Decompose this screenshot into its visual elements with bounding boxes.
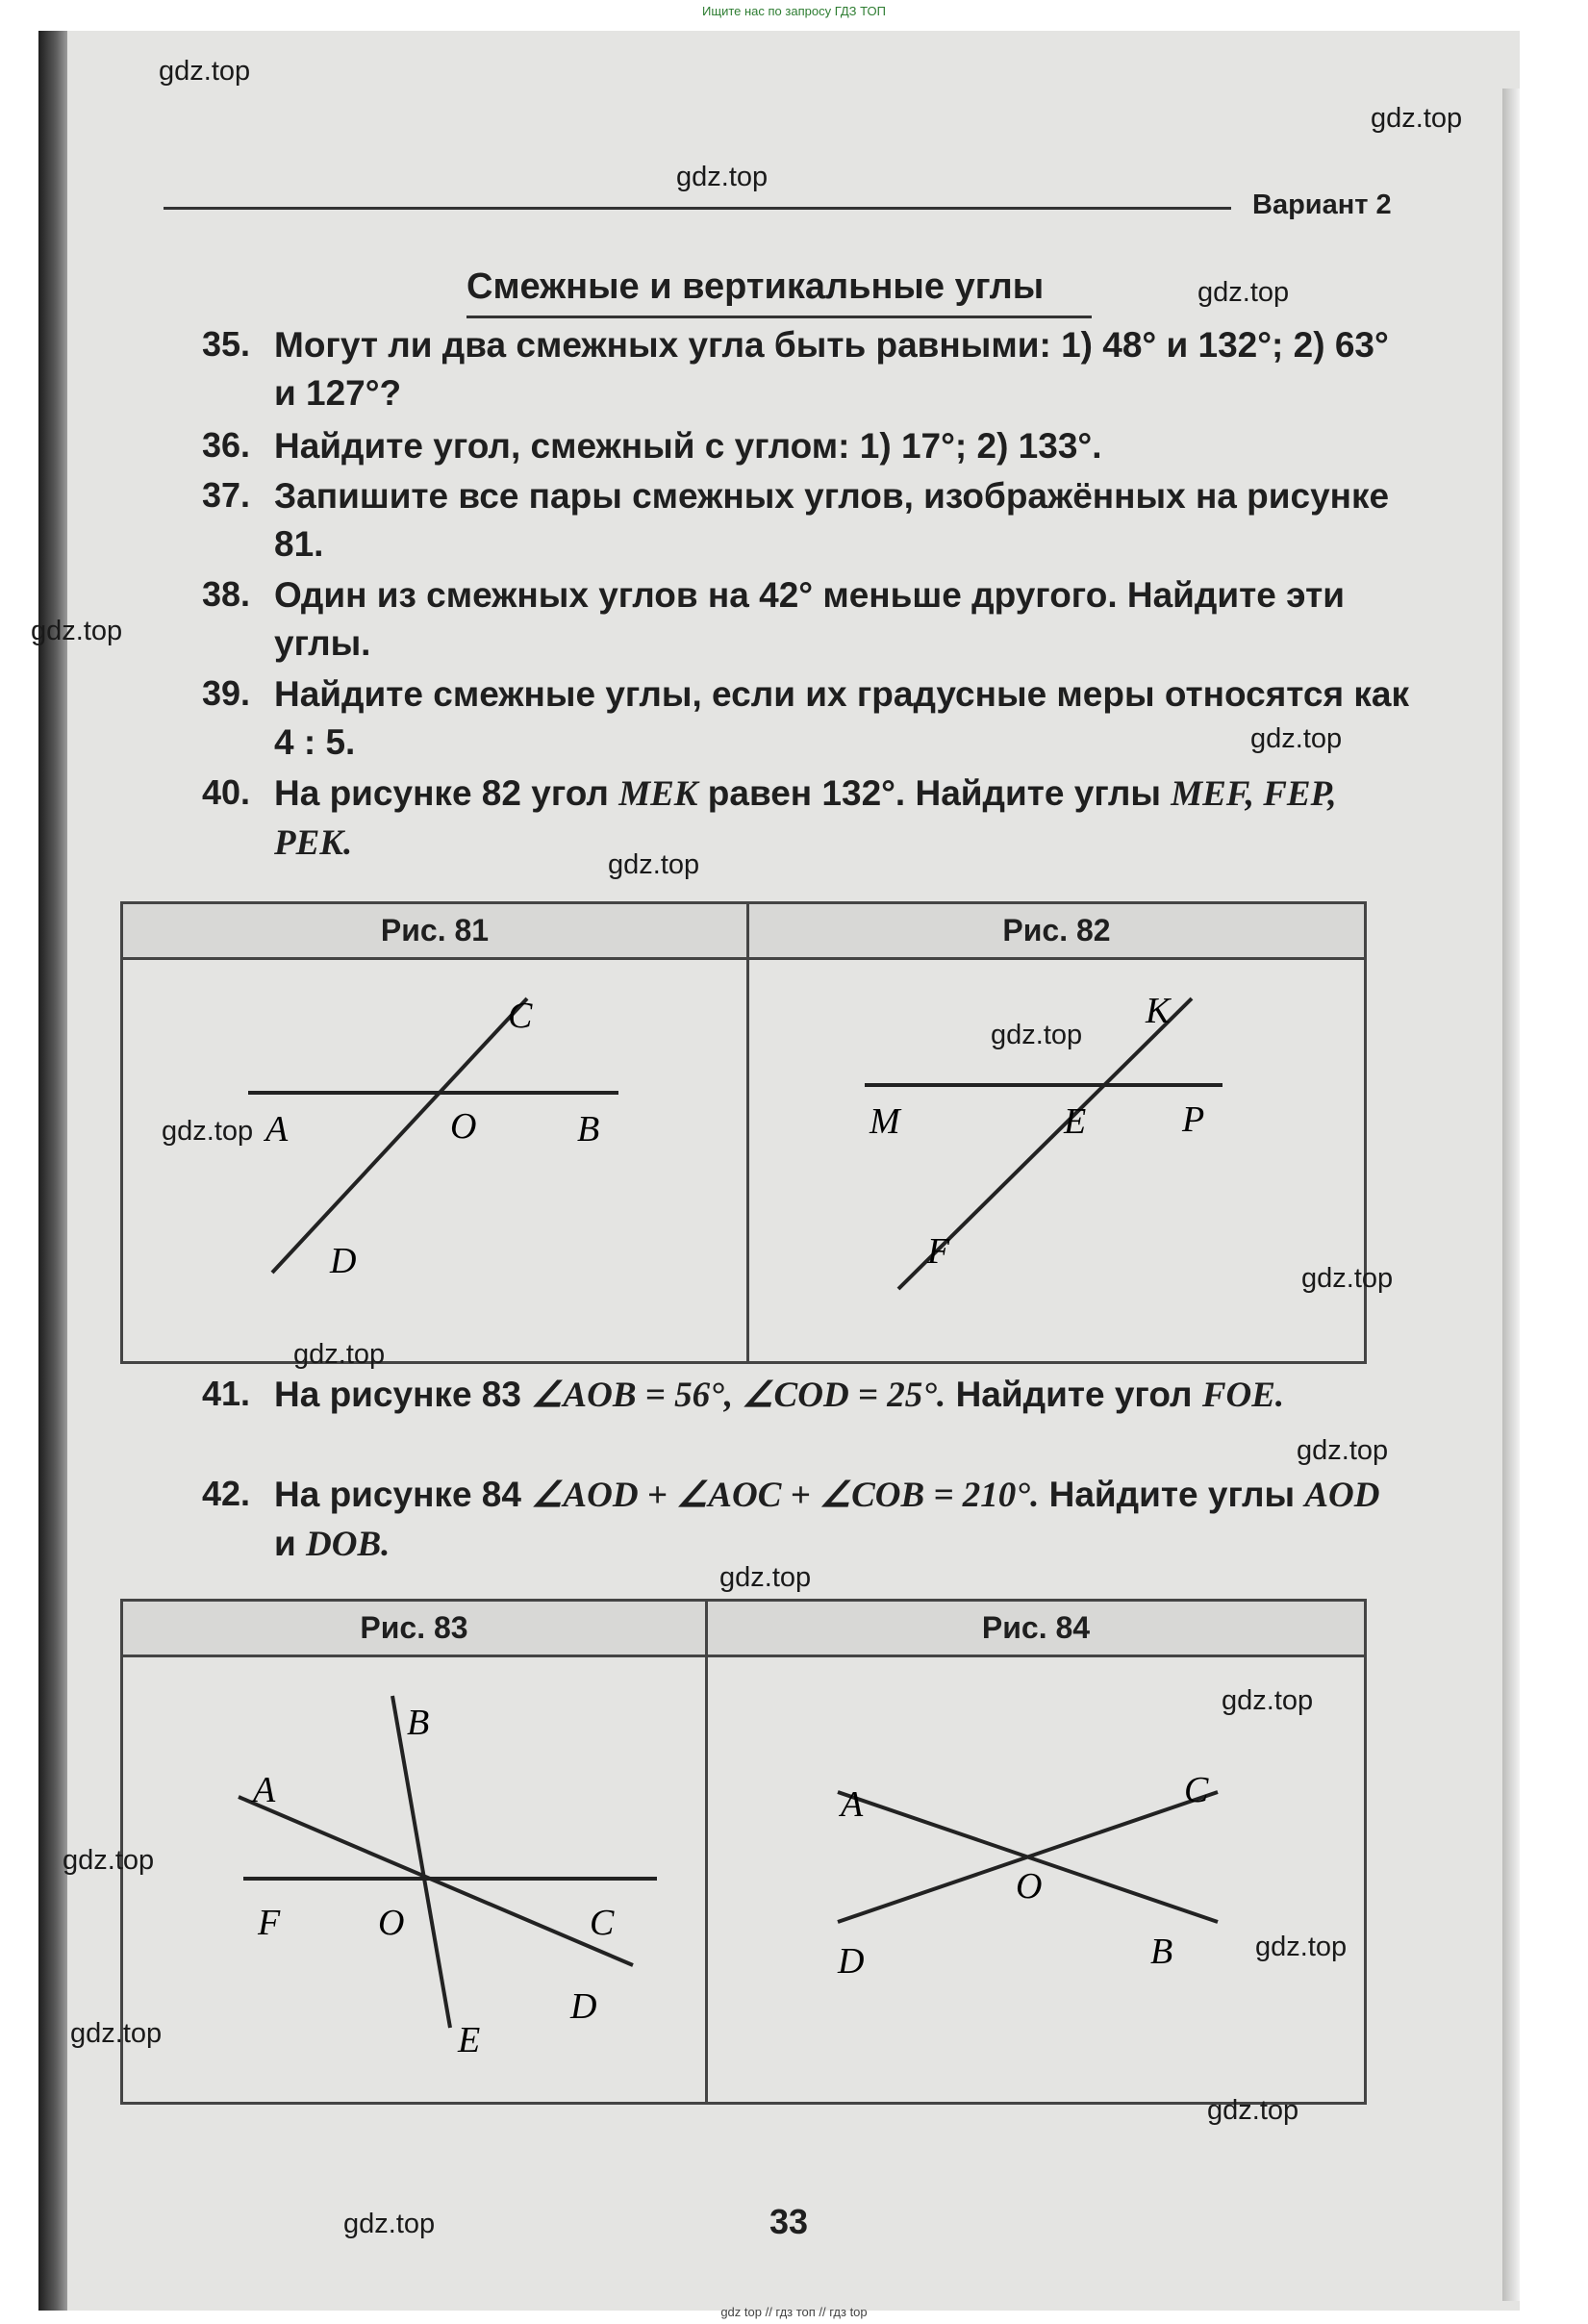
problem-text: Найдите угол, смежный с углом: 1) 17°; 2) 133°. bbox=[274, 426, 1102, 466]
line-be bbox=[392, 1696, 450, 2028]
text-part: На рисунке 82 угол bbox=[274, 773, 609, 813]
watermark: gdz.top bbox=[719, 1562, 812, 1593]
figure-84-diagram bbox=[708, 1657, 1364, 2099]
label-c: C bbox=[508, 996, 533, 1036]
section-title-underline bbox=[466, 316, 1092, 318]
label-a: A bbox=[253, 1770, 276, 1810]
figure-table-83-84 bbox=[120, 1599, 1367, 2105]
label-c: C bbox=[1184, 1770, 1209, 1810]
angle-expression: ∠AOD + ∠AOC + ∠COB = 210°. bbox=[531, 1476, 1040, 1515]
watermark: gdz.top bbox=[63, 1845, 155, 1876]
watermark: gdz.top bbox=[293, 1339, 386, 1370]
problem-number: 40. bbox=[202, 772, 251, 812]
header-rule bbox=[164, 207, 1231, 210]
figure-83-diagram bbox=[123, 1657, 705, 2099]
watermark: gdz.top bbox=[1222, 1685, 1314, 1716]
problem-number: 42. bbox=[202, 1474, 251, 1513]
problem-number: 37. bbox=[202, 475, 251, 515]
label-m: M bbox=[870, 1101, 900, 1142]
book-page bbox=[38, 31, 1520, 2311]
label-p: P bbox=[1182, 1099, 1205, 1140]
problem-text bbox=[274, 770, 1409, 868]
watermark: gdz.top bbox=[1301, 1263, 1394, 1294]
watermark: gdz.top bbox=[1255, 1932, 1348, 1962]
figure-table-81-82 bbox=[120, 901, 1367, 1364]
text-part: На рисунке 83 bbox=[274, 1375, 521, 1414]
problem-number: 41. bbox=[202, 1374, 251, 1413]
label-b: B bbox=[407, 1703, 430, 1743]
watermark: gdz.top bbox=[1197, 277, 1290, 308]
angle-names: MEF, FEP, PEK. bbox=[274, 774, 1337, 863]
label-o: O bbox=[378, 1903, 405, 1943]
angle-name: MEK bbox=[618, 774, 698, 814]
figure-81-diagram bbox=[123, 960, 746, 1358]
figure-82-caption: Рис. 82 bbox=[749, 904, 1364, 960]
figure-84-caption: Рис. 84 bbox=[708, 1602, 1364, 1657]
label-a: A bbox=[841, 1784, 864, 1825]
problem-number: 36. bbox=[202, 425, 251, 465]
label-e: E bbox=[1064, 1101, 1087, 1142]
watermark: gdz.top bbox=[1207, 2095, 1299, 2126]
watermark: gdz.top bbox=[1250, 723, 1343, 754]
watermark: gdz.top bbox=[31, 616, 123, 646]
section-title: Смежные и вертикальные углы bbox=[466, 266, 1045, 307]
text-part: Найдите углы bbox=[1048, 1475, 1296, 1514]
label-o: O bbox=[450, 1106, 477, 1147]
label-f: F bbox=[258, 1903, 281, 1943]
problem-text bbox=[274, 1471, 1409, 1569]
label-b: B bbox=[1150, 1932, 1173, 1972]
problem-text: Могут ли два смежных угла быть равными: 1) 48° и 132°; 2) 63° и 127°? bbox=[274, 325, 1389, 413]
problem-number: 39. bbox=[202, 673, 251, 713]
line-cd bbox=[272, 998, 527, 1273]
text-part: и bbox=[274, 1524, 296, 1563]
label-f: F bbox=[927, 1231, 950, 1272]
watermark: gdz.top bbox=[1371, 103, 1463, 134]
label-e: E bbox=[458, 2020, 481, 2060]
label-k: K bbox=[1146, 991, 1171, 1031]
variant-label: Вариант 2 bbox=[1252, 189, 1392, 220]
site-banner[interactable]: Ищите нас по запросу ГДЗ ТОП bbox=[702, 4, 886, 18]
angle-name: AOD bbox=[1304, 1476, 1380, 1515]
problem-text: Один из смежных углов на 42° меньше другого. Найдите эти углы. bbox=[274, 575, 1345, 663]
figure-81-caption: Рис. 81 bbox=[123, 904, 746, 960]
label-d: D bbox=[570, 1986, 597, 2027]
problem-text bbox=[274, 1371, 1409, 1420]
footer-links[interactable]: gdz top // гдз топ // гдз top bbox=[720, 2305, 868, 2319]
figure-83-caption: Рис. 83 bbox=[123, 1602, 705, 1657]
watermark: gdz.top bbox=[162, 1116, 254, 1147]
angle-expression: ∠AOB = 56°, ∠COD = 25°. bbox=[531, 1376, 946, 1415]
problem-number: 35. bbox=[202, 324, 251, 364]
text-part: На рисунке 84 bbox=[274, 1475, 521, 1514]
watermark: gdz.top bbox=[1297, 1435, 1389, 1466]
watermark: gdz.top bbox=[991, 1020, 1083, 1050]
watermark: gdz.top bbox=[159, 56, 251, 87]
text-part: Найдите угол bbox=[955, 1375, 1193, 1414]
label-o: O bbox=[1016, 1866, 1043, 1907]
label-d: D bbox=[330, 1241, 357, 1281]
problem-text: Запишите все пары смежных углов, изображённых на рисунке 81. bbox=[274, 476, 1390, 564]
label-b: B bbox=[577, 1109, 600, 1149]
problem-text: Найдите смежные углы, если их градусные меры относятся как 4 : 5. bbox=[274, 674, 1409, 762]
watermark: gdz.top bbox=[608, 849, 700, 880]
angle-name: FOE. bbox=[1201, 1376, 1285, 1415]
watermark: gdz.top bbox=[343, 2209, 436, 2239]
angle-name: DOB. bbox=[306, 1525, 391, 1564]
problem-number: 38. bbox=[202, 574, 251, 614]
watermark: gdz.top bbox=[676, 162, 769, 192]
page-number: 33 bbox=[769, 2202, 809, 2241]
label-c: C bbox=[590, 1903, 615, 1943]
label-d: D bbox=[838, 1941, 865, 1982]
book-binding bbox=[38, 31, 67, 2311]
label-a: A bbox=[265, 1109, 289, 1149]
text-part: равен 132°. Найдите углы bbox=[707, 773, 1161, 813]
watermark: gdz.top bbox=[70, 2018, 163, 2049]
page-edge bbox=[1502, 88, 1520, 2301]
